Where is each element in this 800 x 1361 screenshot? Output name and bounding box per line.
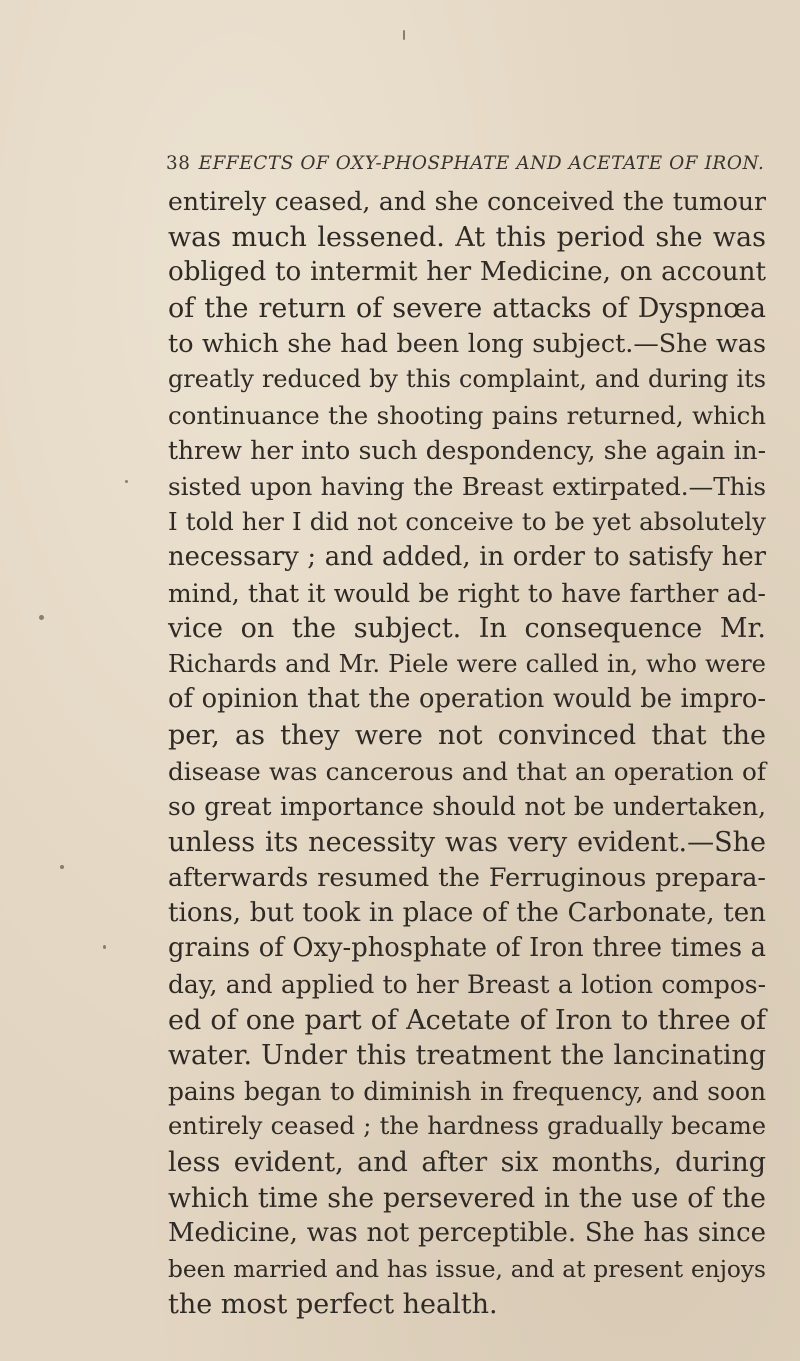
text-line: to which she had been long subject.—She was: [168, 328, 766, 359]
text-line: unless its necessity was very evident.—She: [168, 826, 766, 858]
text-line: pains began to diminish in frequency, and soon: [168, 1076, 766, 1106]
text-line: Medicine, was not perceptible. She has since: [168, 1218, 766, 1249]
running-head-title: EFFECTS OF OXY-PHOSPHATE AND ACETATE OF IRON.: [198, 153, 765, 174]
paper-speck: [103, 945, 106, 949]
text-line: day, and applied to her Breast a lotion compos-: [168, 970, 766, 1000]
text-line: so great importance should not be undertaken,: [168, 792, 766, 822]
paper-speck: [403, 30, 405, 40]
text-line: threw her into such despondency, she again in-: [168, 436, 766, 466]
paper-speck: [60, 865, 64, 869]
running-header: [166, 153, 766, 174]
text-line: of the return of severe attacks of Dyspnœa: [168, 292, 766, 324]
text-line: grains of Oxy-phosphate of Iron three times a: [168, 933, 766, 964]
text-line: continuance the shooting pains returned, which: [168, 400, 766, 430]
text-line: disease was cancerous and that an operation of: [168, 756, 766, 786]
text-line: of opinion that the operation would be impro-: [168, 684, 766, 715]
text-line: the most perfect health.: [168, 1289, 498, 1321]
text-line: mind, that it would be right to have farther ad-: [168, 578, 766, 608]
text-line: which time she persevered in the use of the: [168, 1182, 766, 1214]
text-line: necessary ; and added, in order to satisfy her: [168, 541, 766, 572]
text-line: been married and has issue, and at present enjoys: [168, 1255, 766, 1283]
text-line: was much lessened. At this period she was: [168, 221, 766, 253]
page-number: 38: [166, 153, 191, 174]
body-paragraph: [168, 184, 766, 1323]
text-line: sisted upon having the Breast extirpated.—This: [168, 471, 766, 501]
text-line: I told her I did not conceive to be yet absolutely: [168, 507, 766, 537]
text-line: less evident, and after six months, during: [168, 1147, 766, 1179]
text-line: vice on the subject. In consequence Mr.: [168, 613, 766, 645]
text-line: afterwards resumed the Ferruginous prepara-: [168, 862, 766, 893]
text-line: ed of one part of Acetate of Iron to three of: [168, 1004, 766, 1036]
text-line: obliged to intermit her Medicine, on account: [168, 257, 766, 288]
text-line: greatly reduced by this complaint, and during its: [168, 364, 766, 393]
paper-speck: [125, 480, 128, 483]
text-line: entirely ceased, and she conceived the tumour: [168, 187, 766, 216]
text-line: entirely ceased ; the hardness gradually became: [168, 1112, 766, 1141]
text-line: Richards and Mr. Piele were called in, who were: [168, 649, 766, 678]
text-line: per, as they were not convinced that the: [168, 719, 766, 751]
paper-speck: [39, 615, 44, 620]
text-line: water. Under this treatment the lancinating: [168, 1040, 766, 1072]
text-line: tions, but took in place of the Carbonate, ten: [168, 897, 766, 928]
